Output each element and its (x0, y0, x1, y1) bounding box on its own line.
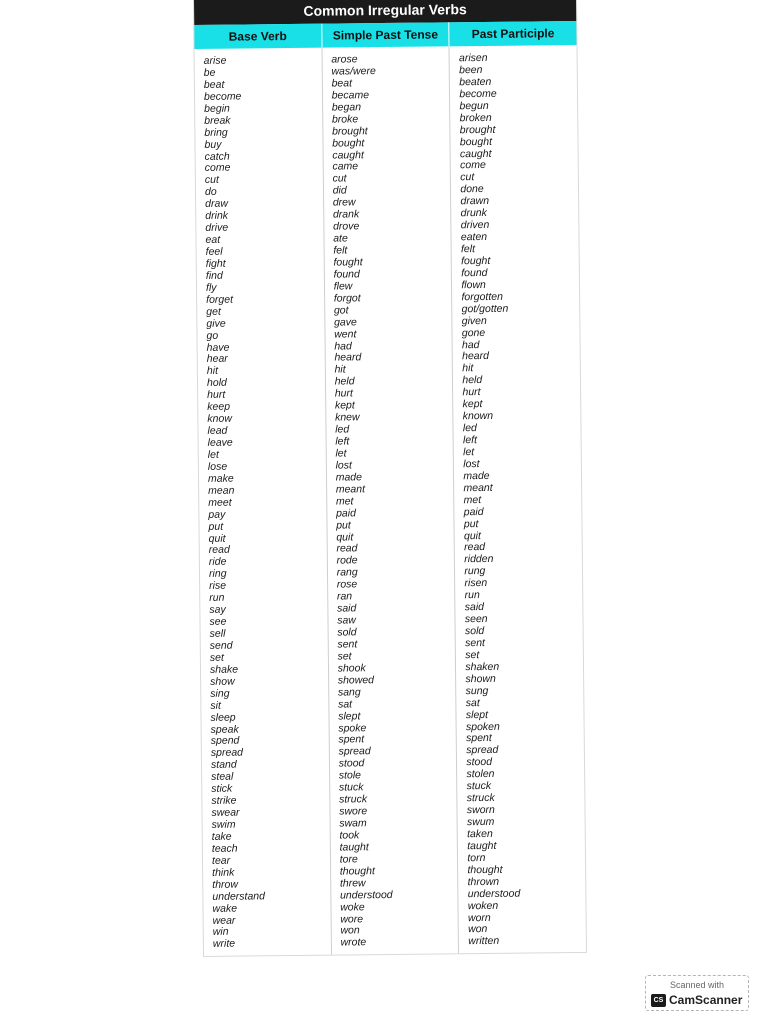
base-verb-cell: forget (206, 293, 234, 306)
base-verb-cell: put (208, 520, 224, 533)
base-verb-cell: be (203, 66, 216, 79)
base-verb-cell: think (212, 866, 235, 879)
base-verb-cell: go (206, 329, 219, 342)
scanner-brand (651, 993, 742, 1007)
simple-past-cell: read (336, 542, 358, 555)
past-participle-cell: bought (459, 135, 493, 148)
simple-past-cell: fought (333, 256, 363, 269)
past-participle-cell: had (461, 338, 480, 351)
past-participle-cell: broken (459, 111, 492, 124)
base-verb-cell: buy (204, 138, 222, 151)
simple-past-cell: sold (337, 626, 357, 639)
base-verb-cell: shake (209, 663, 239, 676)
scanned-with-label: Scanned with (669, 980, 725, 990)
simple-past-cell: ran (336, 590, 353, 603)
simple-past-cell: spent (338, 733, 365, 746)
simple-past-cell: stuck (338, 781, 364, 794)
past-participle-cell: thrown (467, 875, 500, 888)
simple-past-cell: arose (331, 53, 358, 66)
base-verb-cell: rise (209, 579, 227, 593)
past-participle-cell: quit (463, 529, 481, 542)
simple-past-cell: drew (332, 196, 356, 209)
header-past-participle: Past Participle (471, 26, 555, 42)
past-participle-cell: kept (462, 398, 483, 411)
past-participle-cell: drunk (460, 207, 487, 220)
past-participle-cell: set (465, 648, 480, 662)
table-body (195, 45, 586, 956)
simple-past-cell: caught (332, 148, 364, 162)
base-verb-cell: pay (208, 508, 226, 521)
base-verb-cell: win (212, 926, 229, 939)
base-verb-cell: cut (204, 174, 219, 187)
past-participle-cell: heard (462, 350, 490, 363)
base-verb-cell: meet (208, 496, 232, 509)
simple-past-cell: thought (339, 864, 375, 878)
simple-past-cell: slept (338, 709, 361, 723)
past-participle-cell: led (462, 422, 477, 435)
past-participle-cell: hit (462, 362, 474, 375)
base-verb-cell: catch (204, 150, 230, 163)
base-verb-cell: eat (205, 233, 221, 246)
base-verb-cell: find (205, 269, 223, 282)
past-participle-cell: been (459, 63, 483, 77)
base-verb-cell: do (204, 186, 217, 199)
base-verb-cell: quit (208, 532, 226, 545)
base-verb-cell: feel (205, 245, 223, 258)
base-verb-cell: keep (207, 400, 231, 414)
simple-past-cell: gave (333, 315, 357, 329)
base-verb-cell: lose (207, 460, 228, 473)
simple-past-cell: hit (334, 363, 346, 376)
past-participle-cell: arisen (458, 51, 488, 65)
past-participle-cell: become (459, 87, 497, 101)
simple-past-cell: put (336, 518, 351, 532)
past-participle-cell: won (468, 923, 488, 936)
simple-past-cell: swore (339, 805, 368, 818)
simple-past-cell: became (331, 88, 370, 102)
past-participle-cell: spread (466, 744, 499, 757)
simple-past-cell: wore (340, 912, 364, 926)
simple-past-cell: showed (337, 673, 375, 687)
past-participle-cell: sent (465, 636, 486, 650)
simple-past-cell: met (335, 495, 354, 508)
past-participle-cell: come (460, 159, 486, 172)
base-verb-cell: see (209, 615, 227, 628)
past-participle-cell: found (461, 266, 488, 280)
base-verb-cell: fly (205, 281, 217, 294)
past-participle-cell: put (463, 517, 479, 530)
past-participle-cell: brought (459, 123, 496, 136)
simple-past-cell: ate (333, 232, 348, 245)
past-participle-cell: ridden (464, 553, 494, 566)
simple-past-cell: beat (331, 77, 353, 90)
simple-past-cell: sang (337, 685, 361, 699)
simple-past-column (322, 46, 459, 954)
past-participle-cell: torn (467, 851, 486, 864)
simple-past-cell: threw (339, 876, 366, 890)
past-participle-cell: known (462, 410, 494, 423)
past-participle-cell: given (461, 314, 487, 327)
simple-past-cell: tore (339, 853, 358, 866)
simple-past-cell: paid (335, 506, 356, 520)
past-participle-cell: shaken (465, 660, 500, 673)
simple-past-cell: found (333, 268, 360, 281)
past-participle-cell: let (463, 446, 475, 459)
simple-past-cell: spoke (338, 721, 367, 735)
simple-past-cell: brought (331, 124, 368, 138)
base-verb-cell: sit (210, 699, 221, 712)
simple-past-cell: came (332, 160, 359, 173)
camscanner-logo-icon: CS (651, 994, 666, 1007)
past-participle-cell: sung (465, 684, 489, 697)
past-participle-cell: spoken (465, 720, 500, 733)
simple-past-cell: taught (339, 841, 369, 854)
base-verb-cell: hold (206, 376, 227, 390)
past-participle-cell: got/gotten (461, 302, 509, 315)
past-participle-cell: gone (461, 326, 486, 339)
past-participle-cell: struck (466, 792, 495, 805)
past-participle-cell: stolen (466, 768, 495, 781)
base-verb-cell: begin (204, 102, 230, 115)
simple-past-cell: knew (334, 411, 360, 424)
base-verb-cell: stand (210, 758, 237, 772)
past-participle-cell: begun (459, 99, 489, 112)
base-verb-cell: mean (208, 484, 235, 497)
base-verb-cell: arise (203, 54, 227, 67)
base-verb-cell: hit (206, 365, 219, 378)
simple-past-cell: kept (334, 399, 355, 412)
past-participle-cell: stood (466, 756, 493, 769)
simple-past-cell: won (340, 924, 360, 937)
past-participle-cell: felt (460, 243, 476, 256)
past-participle-cell: forgotten (461, 290, 503, 303)
base-verb-cell: teach (211, 842, 238, 855)
base-verb-cell: read (208, 544, 230, 557)
past-participle-cell: taken (467, 827, 493, 841)
simple-past-cell: was/were (331, 65, 376, 78)
past-participle-cell: worn (467, 911, 491, 924)
base-verb-cell: hear (206, 353, 228, 366)
past-participle-cell: flown (461, 278, 486, 292)
base-verb-cell: ring (208, 567, 227, 581)
simple-past-cell: stood (338, 757, 365, 770)
simple-past-cell: held (334, 375, 355, 388)
base-verb-cell: let (207, 448, 219, 461)
simple-past-cell: struck (338, 793, 368, 806)
past-participle-cell: said (464, 601, 485, 614)
past-participle-column (450, 45, 586, 953)
base-verb-cell: speak (210, 723, 239, 736)
simple-past-cell: made (335, 471, 363, 484)
simple-past-cell: heard (334, 351, 362, 364)
simple-past-cell: spread (338, 745, 371, 758)
past-participle-cell: woken (467, 899, 499, 912)
simple-past-cell: left (335, 435, 350, 448)
base-verb-cell: fight (205, 257, 226, 270)
camscanner-watermark (645, 975, 749, 1011)
past-participle-cell: shown (465, 672, 496, 685)
past-participle-cell: written (468, 935, 500, 948)
simple-past-cell: rode (336, 554, 358, 567)
simple-past-cell: sent (337, 638, 358, 651)
simple-past-cell: felt (333, 244, 348, 257)
past-participle-cell: made (463, 469, 490, 483)
base-verb-cell: leave (207, 436, 233, 449)
simple-past-cell: had (334, 339, 352, 353)
simple-past-cell: sat (337, 697, 353, 711)
table-title: Common Irregular Verbs (194, 0, 576, 25)
base-verb-cell: strike (211, 794, 237, 807)
simple-past-cell: forgot (333, 292, 361, 305)
base-verb-cell: get (206, 305, 221, 318)
base-verb-cell: run (209, 591, 225, 605)
simple-past-cell: got (333, 304, 349, 317)
verb-table (193, 0, 587, 957)
past-participle-cell: run (464, 589, 480, 602)
simple-past-cell: rose (336, 578, 358, 591)
base-verb-cell: tear (211, 854, 231, 867)
header-base-verb: Base Verb (194, 24, 322, 49)
base-verb-cell: hurt (207, 388, 226, 402)
simple-past-cell: saw (337, 614, 356, 627)
base-verb-cell: sell (209, 627, 226, 640)
simple-past-cell: understood (339, 888, 393, 902)
simple-past-cell: began (331, 100, 362, 114)
base-verb-cell: take (211, 830, 232, 843)
base-verb-cell: lead (207, 424, 228, 437)
base-verb-cell: have (206, 341, 230, 354)
past-participle-cell: rung (464, 565, 486, 578)
simple-past-cell: set (337, 650, 352, 663)
past-participle-cell: done (460, 183, 484, 196)
simple-past-cell: hurt (334, 387, 353, 400)
past-participle-cell: held (462, 374, 483, 387)
simple-past-cell: bought (332, 136, 365, 150)
base-verb-cell: sing (210, 687, 230, 700)
past-participle-cell: cut (460, 171, 475, 184)
simple-past-cell: stole (338, 769, 362, 782)
base-verb-cell: give (206, 317, 226, 330)
past-participle-cell: beaten (459, 75, 492, 89)
base-verb-cell: steal (211, 770, 234, 784)
past-participle-cell: caught (459, 147, 492, 160)
base-verb-cell: write (212, 937, 236, 951)
base-verb-cell: spread (210, 746, 244, 760)
base-verb-column (195, 48, 332, 956)
past-participle-cell: read (464, 541, 486, 554)
base-verb-cell: show (210, 675, 235, 688)
past-participle-cell: understood (467, 887, 521, 900)
past-participle-cell: lost (463, 457, 480, 471)
past-participle-cell: thought (467, 863, 503, 876)
base-verb-cell: drink (205, 209, 229, 223)
past-participle-cell: stuck (466, 780, 492, 793)
base-verb-cell: know (207, 412, 232, 425)
simple-past-cell: led (335, 423, 350, 436)
simple-past-cell: woke (340, 900, 365, 914)
base-verb-cell: break (204, 114, 231, 127)
base-verb-cell: spend (210, 734, 240, 748)
simple-past-cell: quit (336, 530, 354, 544)
base-verb-cell: swim (211, 818, 236, 831)
past-participle-cell: sworn (466, 803, 495, 817)
simple-past-cell: cut (332, 172, 347, 185)
base-verb-cell: drive (205, 221, 229, 235)
base-verb-cell: send (209, 639, 233, 652)
past-participle-cell: slept (465, 708, 489, 721)
base-verb-cell: say (209, 603, 226, 616)
base-verb-cell: stick (211, 782, 233, 796)
past-participle-cell: fought (461, 254, 491, 268)
past-participle-cell: sat (465, 696, 480, 709)
base-verb-cell: come (204, 162, 231, 175)
past-participle-cell: hurt (462, 386, 481, 399)
simple-past-cell: swam (339, 817, 367, 830)
simple-past-cell: meant (335, 482, 366, 496)
past-participle-cell: left (462, 434, 478, 447)
base-verb-cell: become (203, 90, 242, 103)
past-participle-cell: risen (464, 577, 488, 590)
past-participle-cell: paid (463, 505, 484, 518)
simple-past-cell: wrote (340, 936, 367, 949)
simple-past-cell: went (334, 327, 357, 341)
simple-past-cell: took (339, 829, 360, 842)
simple-past-cell: drove (332, 220, 360, 233)
simple-past-cell: shook (337, 662, 366, 675)
past-participle-cell: drawn (460, 195, 490, 208)
past-participle-cell: seen (464, 613, 488, 626)
base-verb-cell: bring (204, 126, 228, 139)
simple-past-cell: let (335, 447, 347, 460)
base-verb-cell: wear (212, 914, 236, 927)
past-participle-cell: meant (463, 481, 493, 494)
camscanner-brand-text: CamScanner (669, 993, 743, 1007)
simple-past-cell: flew (333, 280, 353, 293)
base-verb-cell: set (209, 651, 224, 664)
base-verb-cell: beat (203, 78, 225, 91)
header-simple-past: Simple Past Tense (322, 22, 450, 47)
simple-past-cell: did (332, 184, 347, 197)
past-participle-cell: sold (464, 624, 485, 638)
base-verb-cell: make (207, 472, 234, 485)
base-verb-cell: draw (205, 197, 228, 211)
base-verb-cell: ride (208, 556, 227, 569)
simple-past-cell: lost (335, 459, 352, 472)
past-participle-cell: spent (466, 732, 492, 745)
simple-past-cell: rang (336, 566, 358, 579)
simple-past-cell: broke (331, 112, 359, 126)
past-participle-cell: met (463, 493, 482, 506)
base-verb-cell: swear (211, 806, 240, 819)
past-participle-cell: swum (466, 815, 495, 829)
past-participle-cell: eaten (460, 230, 488, 244)
simple-past-cell: said (336, 602, 357, 615)
base-verb-cell: wake (212, 902, 238, 915)
base-verb-cell: sleep (210, 711, 236, 724)
base-verb-cell: understand (212, 889, 265, 903)
base-verb-cell: throw (212, 878, 239, 891)
simple-past-cell: drank (332, 208, 360, 221)
past-participle-cell: taught (467, 839, 497, 853)
past-participle-cell: driven (460, 219, 490, 232)
